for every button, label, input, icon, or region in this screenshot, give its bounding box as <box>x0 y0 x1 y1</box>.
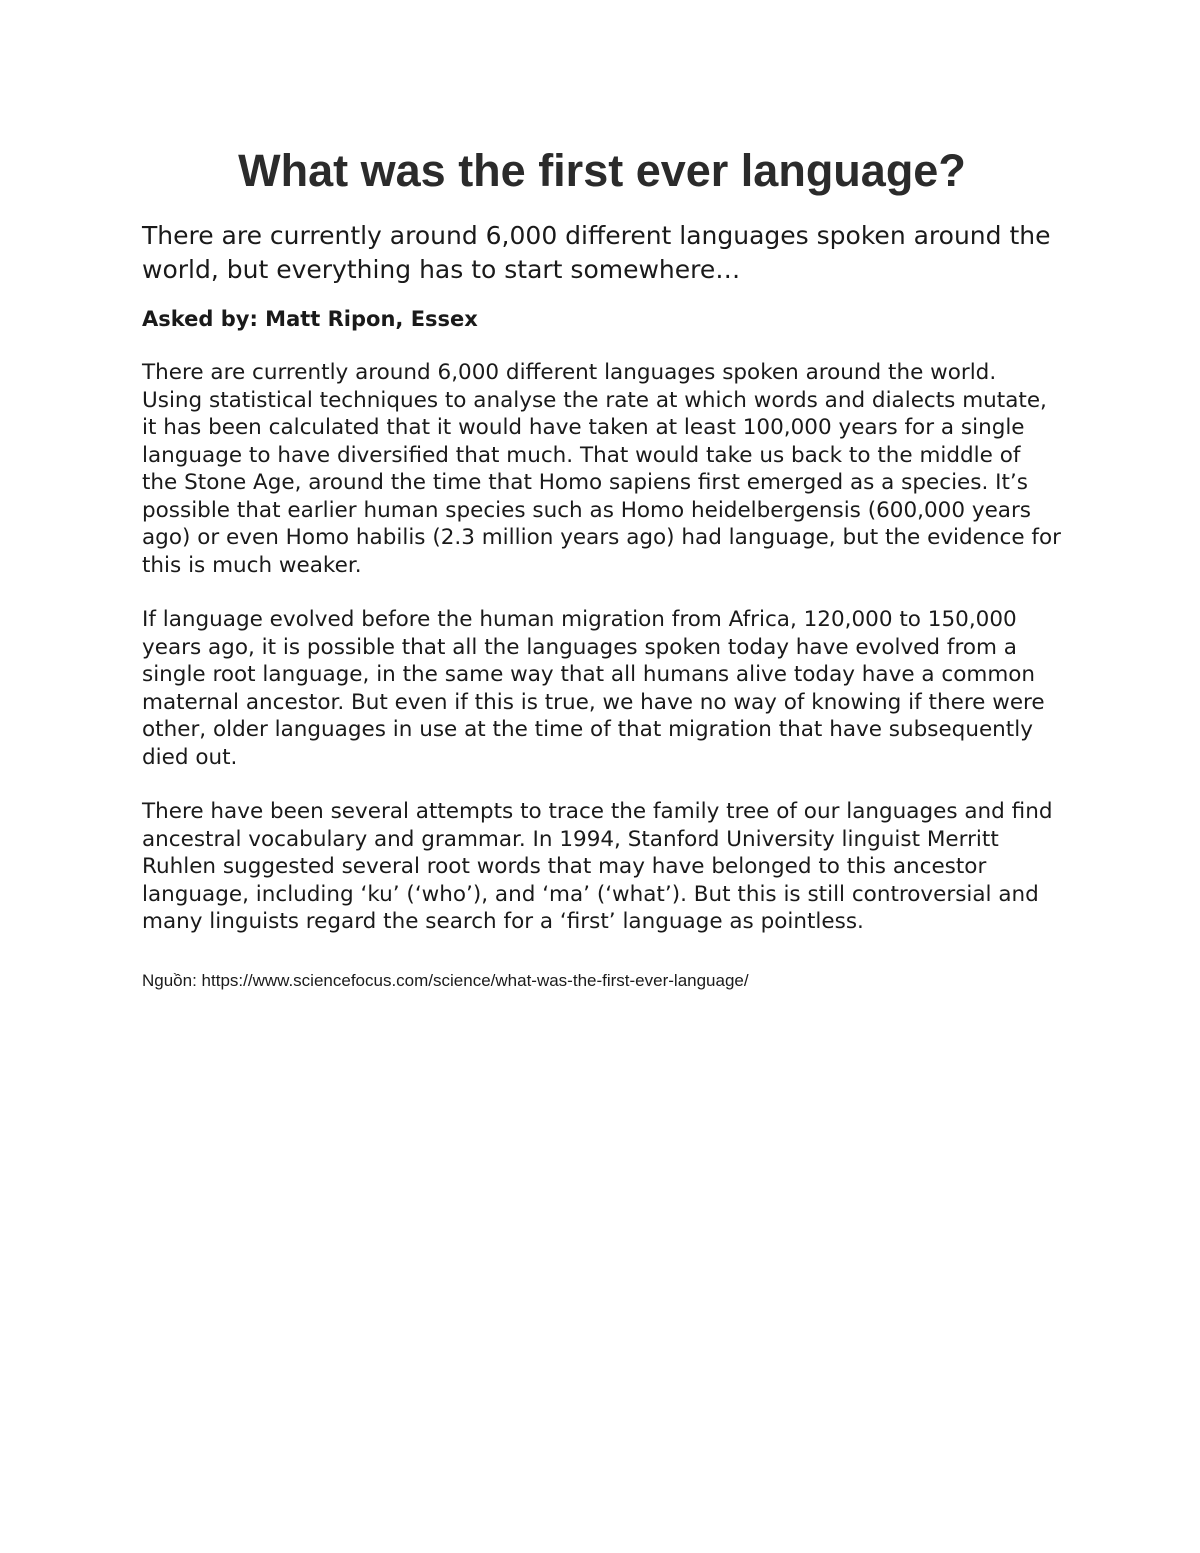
paragraph-2: If language evolved before the human migration from Africa, 120,000 to 150,000 years ago, it is possible that all the languages spoken today have evolved from a single root language, in the same way that all humans alive today have a common maternal ancestor. But even if this is true, we have no way of knowing if there were other, older languages in use at the time of that migration that have subsequently died out. <box>142 607 1045 770</box>
source-citation: Nguồn: https://www.sciencefocus.com/science/what-was-the-first-ever-language/ <box>142 970 749 990</box>
page-title: What was the first ever language? <box>238 145 966 196</box>
paragraph-1: There are currently around 6,000 different languages spoken around the world. Using statistical techniques to analyse the rate at which words and dialects mutate, it has been calculated that it would have taken at least 100,000 years for a single language to have diversified that much. That would take us back to the middle of the Stone Age, around the time that Homo sapiens first emerged as a species. It’s possible that earlier human species such as Homo heidelbergensis (600,000 years ago) or even Homo habilis (2.3 million years ago) had language, but the evidence for this is much weaker. <box>142 360 1061 578</box>
asked-by: Asked by: Matt Ripon, Essex <box>142 307 478 331</box>
subtitle: There are currently around 6,000 different languages spoken around the world, but everything has to start somewhere… <box>142 221 1051 284</box>
paragraph-3: There have been several attempts to trace the family tree of our languages and find ancestral vocabulary and grammar. In 1994, Stanford University linguist Merritt Ruhlen suggested several root words that may have belonged to this ancestor language, including ‘ku’ (‘who’), and ‘ma’ (‘what’). But this is still controversial and many linguists regard the search for a ‘first’ language as pointless. <box>142 799 1053 934</box>
document-content <box>142 143 1062 992</box>
